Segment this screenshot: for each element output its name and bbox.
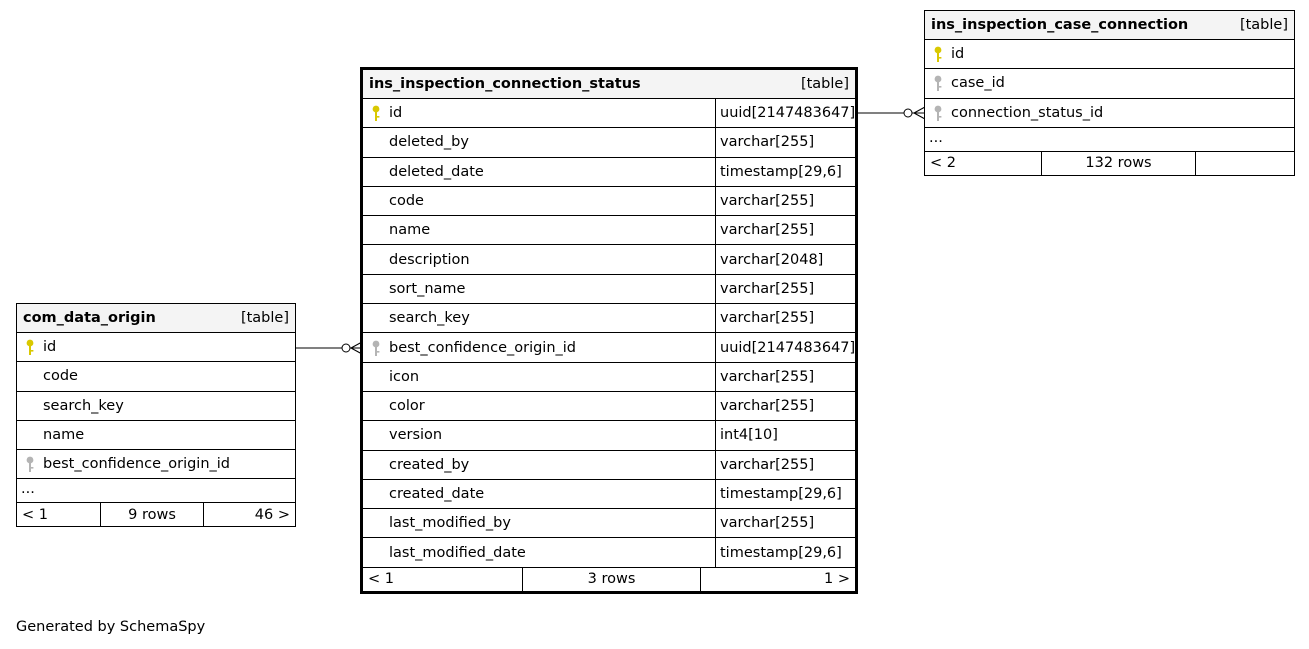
column-type: timestamp[29,6] — [715, 158, 855, 186]
column-list — [17, 333, 295, 479]
column-cell — [17, 362, 295, 390]
primary-key-icon — [23, 338, 37, 356]
column-cell — [363, 128, 715, 156]
children-count: 1 > — [824, 571, 850, 588]
table-ins-inspection-connection-status[interactable] — [360, 67, 858, 594]
column-name: deleted_by — [389, 134, 469, 151]
column-name: best_confidence_origin_id — [43, 456, 231, 473]
edge-origin-to-status — [296, 342, 362, 354]
column-name: code — [43, 368, 78, 385]
column-type: varchar[255] — [715, 128, 855, 156]
table-header — [925, 11, 1294, 40]
table-name: com_data_origin — [23, 310, 156, 326]
table-footer — [17, 503, 295, 526]
table-kind: [table] — [1239, 17, 1288, 33]
column-cell — [363, 538, 715, 566]
column-cell — [925, 69, 1294, 97]
column-list — [363, 99, 855, 568]
column-type: int4[10] — [715, 421, 855, 449]
column-name: case_id — [951, 75, 1005, 92]
column-type: uuid[2147483647] — [715, 333, 855, 361]
column-row — [925, 40, 1294, 69]
table-header — [363, 70, 855, 99]
more-columns: ... — [17, 479, 295, 503]
column-type: varchar[255] — [715, 392, 855, 420]
column-row — [17, 392, 295, 421]
column-name: created_date — [389, 486, 485, 502]
column-name: search_key — [389, 310, 470, 327]
generated-by-note: Generated by SchemaSpy — [16, 619, 206, 635]
children-count — [1196, 152, 1294, 175]
column-cell — [17, 392, 295, 420]
column-cell — [363, 275, 715, 303]
column-cell — [363, 421, 715, 449]
column-name: description — [389, 251, 470, 268]
column-type: varchar[255] — [715, 275, 855, 303]
column-cell — [925, 40, 1294, 68]
foreign-key-icon — [931, 74, 945, 92]
column-type: varchar[255] — [715, 216, 855, 244]
column-cell — [363, 480, 715, 508]
column-name: search_key — [43, 397, 124, 414]
table-name: ins_inspection_connection_status — [369, 76, 641, 92]
column-name: created_by — [389, 456, 470, 473]
column-name: last_modified_date — [389, 544, 526, 561]
column-row — [363, 245, 855, 274]
column-cell — [17, 450, 295, 478]
column-cell — [363, 99, 715, 127]
column-type: varchar[255] — [715, 509, 855, 537]
column-row — [363, 304, 855, 333]
column-type: varchar[255] — [715, 363, 855, 391]
column-name: icon — [389, 368, 420, 385]
column-cell — [17, 333, 295, 361]
foreign-key-icon — [931, 104, 945, 122]
table-name: ins_inspection_case_connection — [931, 17, 1189, 33]
column-row — [363, 99, 855, 128]
primary-key-icon — [931, 45, 945, 63]
column-row — [363, 421, 855, 450]
column-cell — [363, 363, 715, 391]
foreign-key-icon — [369, 339, 383, 357]
children-count: 46 > — [254, 506, 290, 523]
column-cell — [363, 216, 715, 244]
column-row — [17, 421, 295, 450]
column-row — [363, 128, 855, 157]
column-name: id — [389, 105, 403, 122]
column-cell — [363, 158, 715, 186]
column-cell — [363, 509, 715, 537]
table-header — [17, 304, 295, 333]
row-count: 132 rows — [1041, 152, 1196, 175]
column-row — [17, 450, 295, 479]
column-row — [17, 362, 295, 391]
column-name: name — [389, 222, 431, 239]
column-row — [17, 333, 295, 362]
primary-key-icon — [369, 104, 383, 122]
column-row — [363, 275, 855, 304]
column-row — [925, 99, 1294, 128]
column-row — [363, 392, 855, 421]
column-name: connection_status_id — [951, 104, 1104, 121]
column-row — [363, 509, 855, 538]
parents-count: < 1 — [22, 506, 48, 523]
column-name: color — [389, 398, 425, 415]
column-name: version — [389, 427, 443, 444]
table-ins-inspection-case-connection[interactable] — [924, 10, 1295, 176]
foreign-key-icon — [23, 455, 37, 473]
parents-count: < 2 — [930, 155, 956, 172]
column-type: timestamp[29,6] — [715, 480, 855, 508]
column-row — [363, 538, 855, 567]
column-name: best_confidence_origin_id — [389, 339, 577, 356]
table-kind: [table] — [800, 76, 849, 92]
column-name: sort_name — [389, 280, 466, 297]
row-count: 9 rows — [100, 503, 204, 526]
column-cell — [363, 333, 715, 361]
column-cell — [363, 451, 715, 479]
edge-status-to-case-connection — [856, 107, 925, 119]
column-cell — [925, 99, 1294, 127]
column-row — [363, 158, 855, 187]
column-type: varchar[2048] — [715, 245, 855, 273]
column-cell — [363, 304, 715, 332]
column-list — [925, 40, 1294, 128]
column-row — [363, 451, 855, 480]
column-name: id — [43, 339, 57, 356]
column-name: last_modified_by — [389, 515, 511, 532]
column-cell — [17, 421, 295, 449]
row-count: 3 rows — [522, 568, 701, 591]
more-columns: ... — [925, 128, 1294, 152]
column-row — [363, 187, 855, 216]
column-name: id — [951, 46, 965, 63]
column-row — [925, 69, 1294, 98]
table-com-data-origin[interactable] — [16, 303, 296, 527]
column-row — [363, 333, 855, 362]
column-row — [363, 216, 855, 245]
column-cell — [363, 187, 715, 215]
table-kind: [table] — [240, 310, 289, 326]
column-name: code — [389, 193, 424, 210]
column-name: name — [43, 427, 85, 444]
table-footer — [363, 568, 855, 591]
column-name: deleted_date — [389, 163, 484, 180]
table-footer — [925, 152, 1294, 175]
column-cell — [363, 245, 715, 273]
column-type: varchar[255] — [715, 304, 855, 332]
column-type: uuid[2147483647] — [715, 99, 855, 127]
column-row — [363, 363, 855, 392]
column-row — [363, 480, 855, 509]
column-type: varchar[255] — [715, 451, 855, 479]
column-type: varchar[255] — [715, 187, 855, 215]
column-cell — [363, 392, 715, 420]
parents-count: < 1 — [368, 571, 394, 588]
column-type: timestamp[29,6] — [715, 538, 855, 566]
